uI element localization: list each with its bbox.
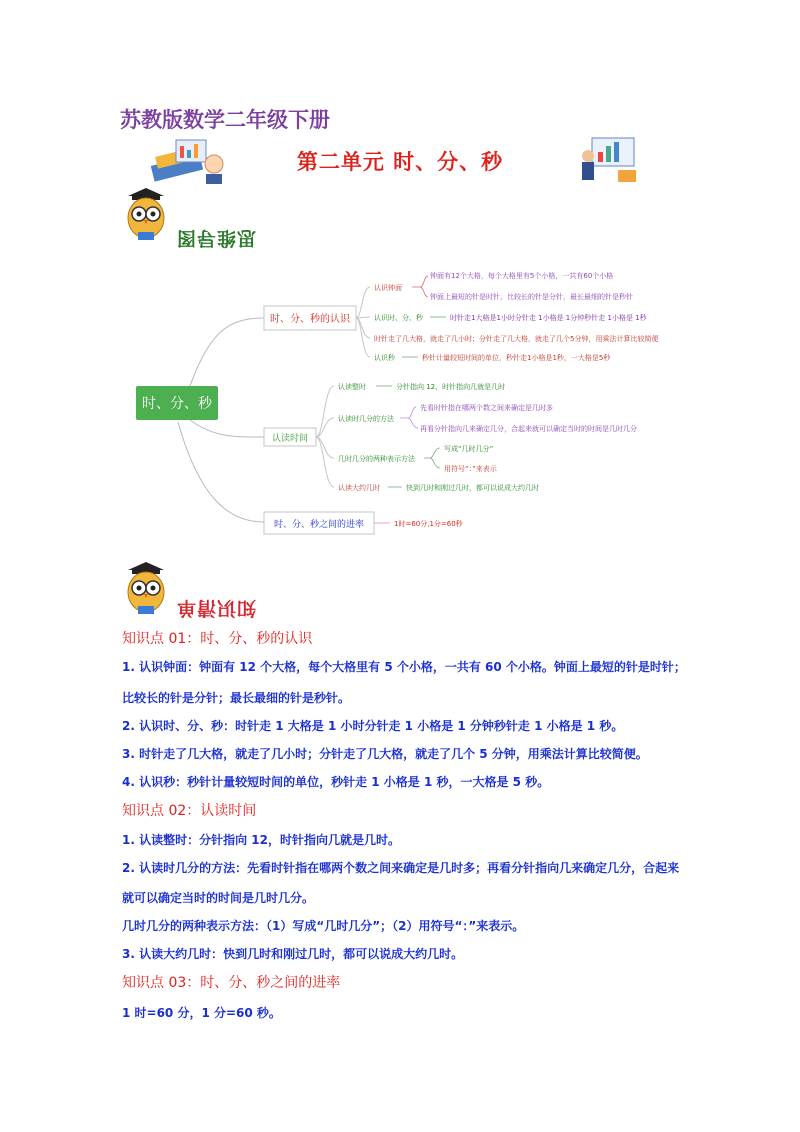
detail-clock-face-2: 钟面上最短的针是时针，比较长的针是分针，最长最细的针是秒针 bbox=[430, 293, 633, 301]
kp3-title: 知识点 03：时、分、秒之间的进率 bbox=[122, 975, 341, 991]
node-read-method: 认读时几分的方法 bbox=[338, 415, 394, 423]
branch-label-conversion: 时、分、秒之间的进率 bbox=[273, 520, 365, 530]
unit-title: 第二单元 时、分、秒 bbox=[296, 149, 504, 174]
kp1-title: 知识点 01：时、分、秒的认识 bbox=[122, 631, 313, 647]
detail-notation-1: 写成“几时几分” bbox=[444, 445, 494, 453]
kp1-line-3: 2. 认识时、分、秒：时针走 1 大格是 1 小时分针走 1 小格是 1 分钟秒针走 1 小格是 1 秒。 bbox=[122, 719, 624, 733]
node-whole-hour: 认读整时 bbox=[338, 383, 366, 391]
node-two-notations: 几时几分的两种表示方法 bbox=[338, 455, 415, 463]
knowledge-banner: 知识清单 bbox=[176, 597, 257, 619]
node-seconds: 认识秒 bbox=[374, 354, 395, 362]
kp2-line-5: 3. 认读大约几时：快到几时和刚过几时，都可以说成大约几时。 bbox=[122, 947, 464, 961]
node-hand-moves: 时针走了几大格，就走了几小时；分针走了几大格，就走了几个5分钟，用乘法计算比较简便 bbox=[374, 335, 659, 343]
detail-read-method-1: 先看时针指在哪两个数之间来确定是几时多 bbox=[420, 404, 553, 412]
book-title: 苏教版数学二年级下册 bbox=[120, 107, 330, 132]
detail-approx-hour: 快到几时和刚过几时，都可以说成大约几时 bbox=[406, 484, 539, 492]
mindmap-banner: 思维导图 bbox=[176, 227, 257, 249]
detail-seconds: 秒针计量较短时间的单位，秒针走1小格是1秒，一大格是5秒 bbox=[422, 354, 611, 362]
detail-read-method-2: 再看分针指向几来确定几分，合起来就可以确定当时的时间是几时几分 bbox=[420, 425, 637, 433]
node-approx-hour: 认读大约几时 bbox=[338, 484, 380, 492]
branch-label-reading: 认读时间 bbox=[271, 434, 309, 444]
detail-hms: 时针走1大格是1小时分针走 1小格是 1分钟秒针走 1小格是 1秒 bbox=[450, 314, 647, 322]
kp1-line-1: 1. 认识钟面：钟面有 12 个大格，每个大格里有 5 个小格，一共有 60 个小格。钟面上最短的针是时针； bbox=[122, 660, 686, 674]
kp2-line-1: 1. 认读整时：分针指向 12，时针指向几就是几时。 bbox=[122, 833, 400, 847]
owl-mascot-icon bbox=[118, 560, 174, 616]
node-clock-face: 认识钟面 bbox=[374, 284, 402, 292]
kp2-line-2: 2. 认读时几分的方法：先看时针指在哪两个数之间来确定是几时多；再看分针指向几来确定几分，合起来 bbox=[122, 861, 680, 875]
kp1-line-5: 4. 认识秒：秒针计量较短时间的单位，秒针走 1 小格是 1 秒，一大格是 5 秒。 bbox=[122, 775, 550, 789]
kp1-line-4: 3. 时针走了几大格，就走了几小时；分针走了几大格，就走了几个 5 分钟，用乘法计算比较简便。 bbox=[122, 747, 648, 761]
detail-notation-2: 用符号“：”来表示 bbox=[444, 465, 497, 473]
kp2-line-4: 几时几分的两种表示方法：（1）写成“几时几分”；（2）用符号“：”来表示。 bbox=[122, 919, 525, 933]
kp2-title: 知识点 02：认读时间 bbox=[122, 803, 257, 819]
node-conversion-value: 1时=60分,1分=60秒 bbox=[394, 520, 463, 528]
branch-label-recognition: 时、分、秒的认识 bbox=[270, 314, 350, 325]
mindmap-root-label: 时、分、秒 bbox=[142, 396, 212, 412]
node-hms: 认识时、分、秒 bbox=[374, 314, 423, 322]
kp1-line-2: 比较长的针是分针；最长最细的针是秒针。 bbox=[122, 691, 351, 705]
kp2-line-3: 就可以确定当时的时间是几时几分。 bbox=[122, 891, 315, 905]
detail-whole-hour: 分针指向 12，时针指向几就是几时 bbox=[396, 383, 506, 391]
kp3-line-1: 1 时=60 分，1 分=60 秒。 bbox=[122, 1006, 281, 1020]
detail-clock-face-1: 钟面有12个大格，每个大格里有5个小格，一共有60个小格 bbox=[430, 272, 614, 280]
